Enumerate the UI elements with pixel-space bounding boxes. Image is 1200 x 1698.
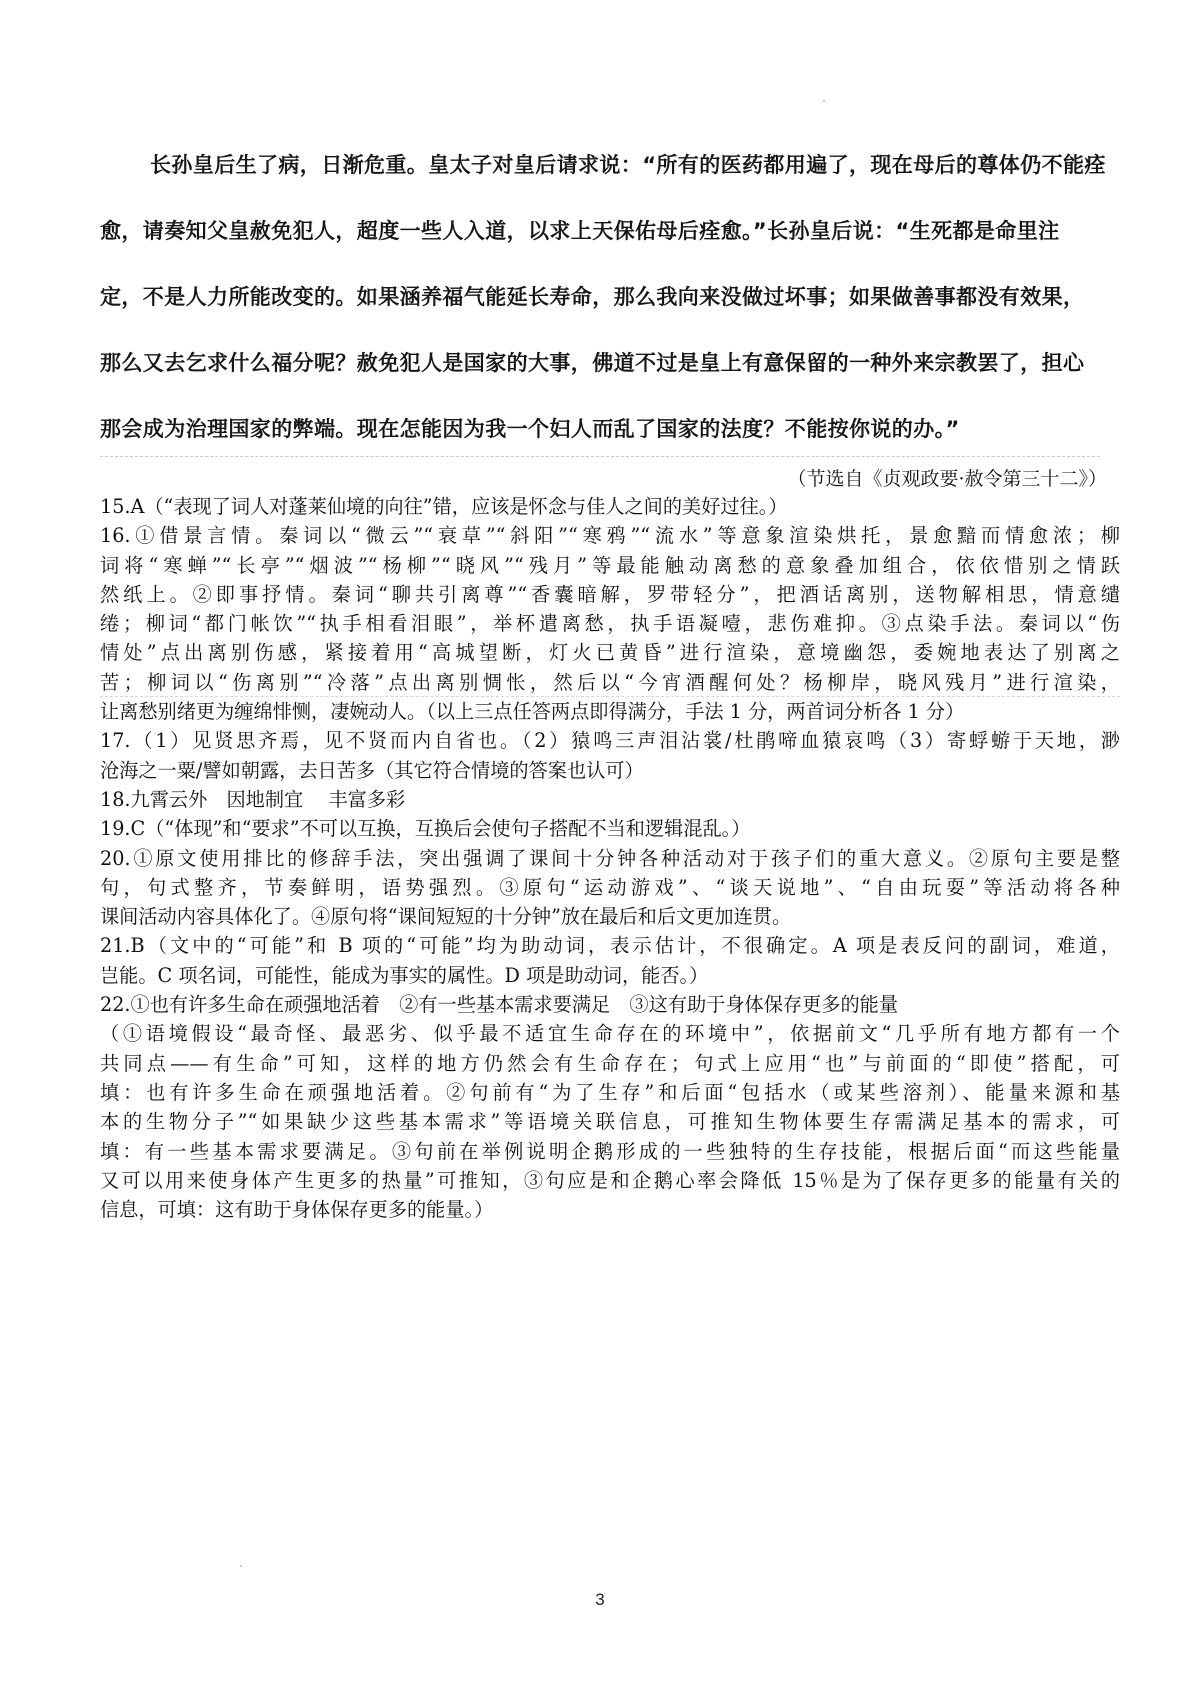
answer-line: 18.九霄云外 因地制宜 丰富多彩: [100, 787, 406, 811]
answer-line: 填：有一些基本需求要满足。③句前在举例说明企鹅形成的一些独特的生存技能，根据后面“而这些能量: [100, 1139, 1120, 1163]
answer-line: 15.A（“表现了词人对蓬莱仙境的向往”错，应该是怀念与佳人之间的美好过往。）: [100, 495, 788, 518]
answer-line: 21.B（文中的“可能”和 B 项的“可能”均为助动词，表示估计，不很确定。A 项是表反问的副词，难道，: [100, 934, 1120, 958]
answer-line: 填：也有许多生命在顽强地活着。②句前有“为了生存”和后面“包括水（或某些溶剂）、能量来源和基: [100, 1080, 1120, 1104]
answer-line: 沧海之一粟/譬如朝露，去日苦多（其它符合情境的答案也认可）: [100, 758, 644, 782]
answer-line: 共同点——有生命”可知，这样的地方仍然会有生命存在；句式上应用“也”与前面的“即使”搭配，可: [100, 1051, 1120, 1075]
answer-line: （①语境假设“最奇怪、最恶劣、似乎最不适宜生命存在的环境中”，依据前文“几乎所有地方都有一个: [100, 1022, 1120, 1046]
source-citation: （节选自《贞观政要·赦令第三十二》）: [787, 468, 1107, 490]
page-number: 3: [595, 1590, 605, 1609]
translation-passage: [100, 152, 1110, 482]
answer-line: 然纸上。②即事抒情。秦词“聊共引离尊”“香囊暗解，罗带轻分”，把酒话离别，送物解相思，情意缱: [100, 582, 1120, 606]
answer-line: 情处”点出离别伤感，紧接着用“高城望断，灯火已黄昏”进行渲染，意境幽怨，委婉地表达了别离之: [100, 641, 1120, 665]
translation-line: 那会成为治理国家的弊端。现在怎能因为我一个妇人而乱了国家的法度？不能按你说的办。”: [100, 417, 960, 441]
answer-line: 词将“寒蝉”“长亭”“烟波”“杨柳”“晓风”“残月”等最能触动离愁的意象叠加组合，依依惜别之情跃: [100, 553, 1120, 577]
answer-line: 课间活动内容具体化了。④原句将“课间短短的十分钟”放在最后和后文更加连贯。: [100, 905, 792, 929]
answer-line: 又可以用来使身体产生更多的热量”可推知，③句应是和企鹅心率会降低 15％是为了保存更多的能量有关的: [100, 1168, 1120, 1192]
answer-line: 22.①也有许多生命在顽强地活着 ②有一些基本需求要满足 ③这有助于身体保存更多的能量: [100, 993, 899, 1017]
answer-line: 19.C（“体现”和“要求”不可以互换，互换后会使句子搭配不当和逻辑混乱。）: [100, 817, 751, 841]
answer-line: 20.①原文使用排比的修辞手法，突出强调了课间十分钟各种活动对于孩子们的重大意义。②原句主要是整: [100, 846, 1120, 870]
translation-line: 愈，请奏知父皇赦免犯人，超度一些人入道，以求上天保佑母后痊愈。”长孙皇后说：“生死都是命里注: [100, 219, 1060, 243]
translation-line: 长孙皇后生了病，日渐危重。皇太子对皇后请求说：“所有的医药都用遍了，现在母后的尊体仍不能痊: [150, 153, 1106, 177]
answer-line: 17.（1）见贤思齐焉，见不贤而内自省也。（2）猿鸣三声泪沾裳/杜鹃啼血猿哀鸣（3）寄蜉蝣于天地，渺: [100, 729, 1120, 753]
answer-line: 信息，可填：这有助于身体保存更多的能量。）: [100, 1198, 494, 1222]
scan-speck: [823, 100, 825, 102]
answer-line: 绻；柳词“都门帐饮”“执手相看泪眼”，举杯遣离愁，执手语凝噎，悲伤难抑。③点染手法。秦词以“伤: [100, 612, 1120, 636]
answer-line: 岂能。C 项名词，可能性，能成为事实的属性。D 项是助动词，能否。）: [100, 963, 709, 987]
translation-line: 那么又去乞求什么福分呢？赦免犯人是国家的大事，佛道不过是皇上有意保留的一种外来宗教罢了，担心: [100, 351, 1085, 375]
answer-line: 句，句式整齐，节奏鲜明，语势强烈。③原句“运动游戏”、“谈天说地”、“自由玩耍”等活动将各种: [100, 875, 1120, 899]
answer-line: 16.①借景言情。秦词以“微云”“衰草”“斜阳”“寒鸦”“流水”等意象渲染烘托，景愈黯而情愈浓；柳: [100, 524, 1120, 548]
answer-line: 本的生物分子”“如果缺少这些基本需求”等语境关联信息，可推知生物体要生存需满足基本的需求，可: [100, 1110, 1120, 1134]
answer-line: 苦；柳词以“伤离别”“冷落”点出离别惆怅，然后以“今宵酒醒何处？杨柳岸，晓风残月”进行渲染，: [100, 668, 1120, 697]
answer-line: 让离愁别绪更为缠绵悱恻，凄婉动人。（以上三点任答两点即得满分，手法 1 分，两首词分析各 1 分）: [100, 700, 965, 724]
translation-line: 定，不是人力所能改变的。如果涵养福气能延长寿命，那么我向来没做过坏事；如果做善事都没有效果，: [100, 285, 1085, 309]
scan-speck: [240, 1565, 242, 1567]
answer-key: [100, 492, 1120, 1224]
dashed-divider: [100, 456, 1100, 457]
